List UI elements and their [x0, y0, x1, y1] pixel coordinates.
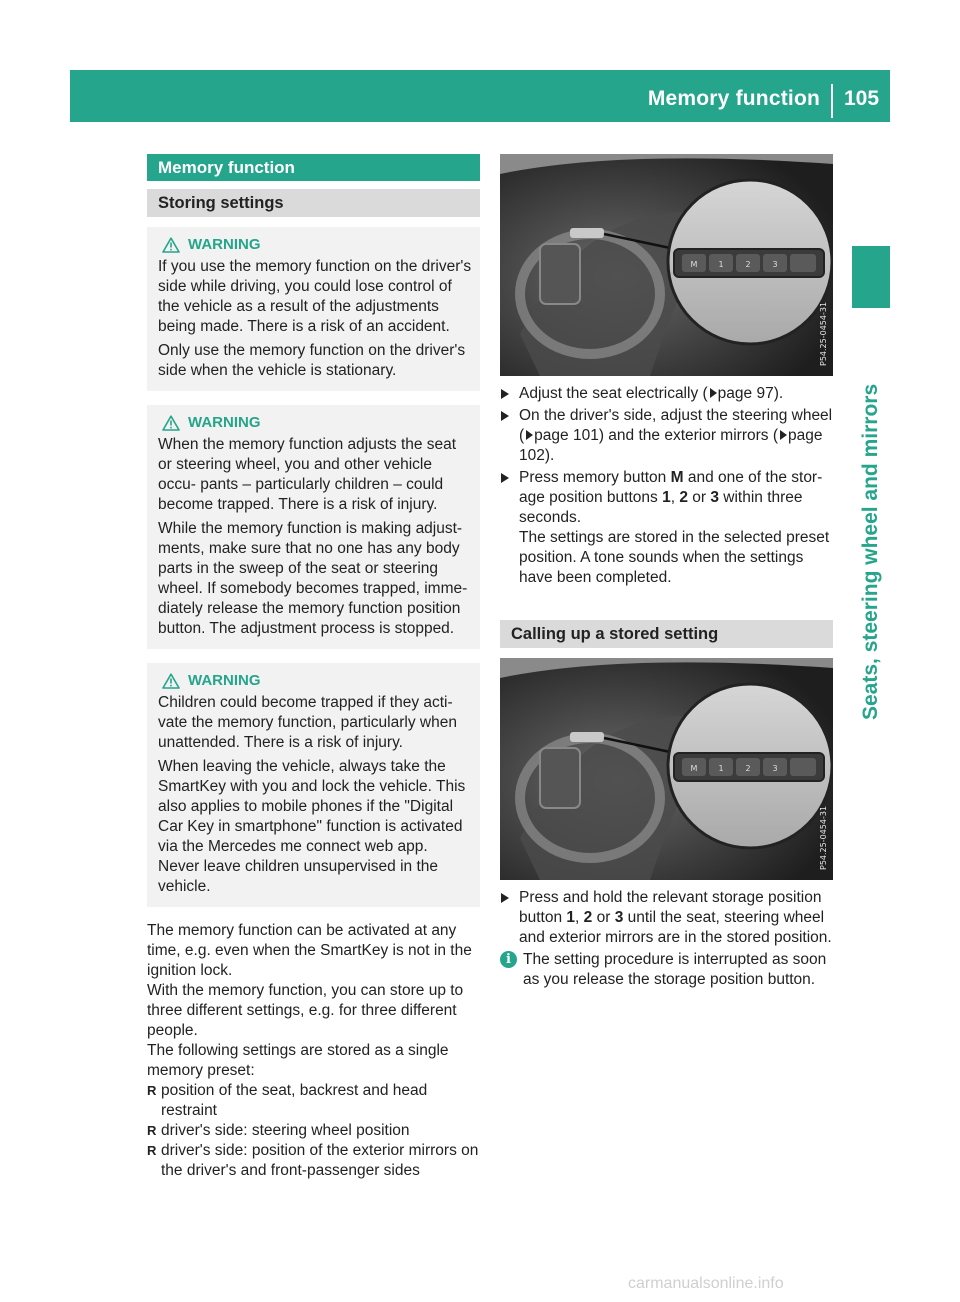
step-arrow-icon — [501, 411, 509, 421]
warning-text: If you use the memory function on the driver's side while driving, you could lose control of the vehicle as a result of the adjustments being made. There is a risk of an accident. — [158, 258, 472, 335]
step-note: The settings are stored in the selected preset position. A tone sounds when the settings have been completed. — [519, 529, 830, 586]
side-tab-title: Seats, steering wheel and mirrors — [859, 383, 882, 720]
step-item: Adjust the seat electrically ( page 97). — [500, 384, 833, 404]
subsection-title: Calling up a stored setting — [500, 620, 833, 648]
page-ref-icon — [526, 430, 533, 440]
settings-list — [147, 1081, 480, 1181]
button-label-1: 1 — [718, 260, 724, 269]
image-code: P54.25-0454-31 — [819, 805, 828, 870]
warning-heading — [158, 235, 473, 255]
storing-steps — [500, 384, 833, 588]
paragraph: With the memory function, you can store up to three different settings, e.g. for three different people. — [147, 982, 464, 1039]
warning-text: When leaving the vehicle, always take the SmartKey with you and lock the vehicle. This also applies to mobile phones if the "Digital Car Key in smartphone" function is activated via the Mercedes me connect web app. Never leave children unsupervised in the vehicle. — [158, 758, 466, 895]
right-column — [500, 154, 833, 990]
bullet-mark: R — [147, 1083, 157, 1098]
recall-steps — [500, 888, 833, 948]
body-text — [147, 921, 480, 1181]
button-label-2: 2 — [745, 260, 751, 269]
warning-box — [147, 405, 480, 649]
list-item: R position of the seat, backrest and head restraint — [147, 1082, 428, 1119]
step-item: Press memory button M and one of the stor- age position buttons 1, 2 or 3 within three seconds. The settings are stored in the selected preset position. A tone sounds when the settings have been completed. — [500, 468, 833, 588]
warning-text: When the memory function adjusts the seat or steering wheel, you and other vehicle occu- pants – particularly children – could become trapped. There is a risk of injury. — [158, 436, 457, 513]
step-arrow-icon — [501, 473, 509, 483]
bullet-mark: R — [147, 1143, 157, 1158]
section-title: Memory function — [147, 154, 480, 181]
list-item: R driver's side: steering wheel position — [147, 1122, 410, 1139]
button-label-m: M — [690, 260, 698, 269]
warning-box — [147, 227, 480, 391]
door-panel-photo — [500, 154, 833, 376]
warning-triangle-icon — [162, 237, 180, 253]
page-header — [70, 70, 890, 122]
watermark: carmanualsonline.info — [628, 1275, 784, 1292]
warning-heading — [158, 671, 473, 691]
button-label-m: M — [690, 764, 698, 773]
image-code: P54.25-0454-31 — [819, 301, 828, 366]
warning-triangle-icon — [162, 415, 180, 431]
info-icon: i — [500, 951, 517, 968]
door-panel-photo — [500, 658, 833, 880]
step-item: On the driver's side, adjust the steering wheel ( page 101) and the exterior mirrors ( page 102). — [500, 406, 833, 466]
warning-text: Children could become trapped if they acti- vate the memory function, particularly when unattended. There is a risk of injury. — [158, 694, 457, 751]
warning-triangle-icon — [162, 673, 180, 689]
page-ref-icon — [780, 430, 787, 440]
button-label-1: 1 — [718, 764, 724, 773]
page-ref-link[interactable]: page 101 — [534, 427, 599, 444]
step-arrow-icon — [501, 893, 509, 903]
step-item: Press and hold the relevant storage position button 1, 2 or 3 until the seat, steering wheel and exterior mirrors are in the stored position. — [500, 888, 833, 948]
info-text: The setting procedure is interrupted as soon as you release the storage position button. — [523, 951, 827, 988]
memory-buttons-illustration — [500, 658, 833, 880]
warning-label: WARNING — [188, 672, 261, 689]
header-title: Memory function — [647, 87, 820, 110]
warning-label: WARNING — [188, 236, 261, 253]
page-ref-link[interactable]: page 102 — [519, 427, 823, 464]
page-ref-link[interactable]: page 97 — [717, 385, 774, 402]
left-column — [147, 154, 480, 1181]
button-label-2: 2 — [745, 764, 751, 773]
warning-text: While the memory function is making adjust- ments, make sure that no one has any body parts in the sweep of the seat or steering wheel. If somebody becomes trapped, imme- diately release the memory function position button. The adjustment process is stopped. — [158, 520, 468, 637]
button-label-3: 3 — [772, 764, 778, 773]
button-label-3: 3 — [772, 260, 778, 269]
warning-box — [147, 663, 480, 907]
paragraph: The memory function can be activated at any time, e.g. even when the SmartKey is not in the ignition lock. — [147, 922, 472, 979]
subsection-title: Storing settings — [147, 189, 480, 217]
info-note — [500, 950, 833, 990]
step-arrow-icon — [501, 389, 509, 399]
side-tab-marker — [852, 246, 890, 308]
page-number: 105 — [843, 87, 880, 110]
warning-text: Only use the memory function on the driver's side when the vehicle is stationary. — [158, 342, 466, 379]
side-tab — [852, 320, 890, 720]
warning-label: WARNING — [188, 414, 261, 431]
memory-buttons-illustration — [500, 154, 833, 376]
page-ref-icon — [710, 388, 717, 398]
bullet-mark: R — [147, 1123, 157, 1138]
warning-heading — [158, 413, 473, 433]
paragraph: The following settings are stored as a single memory preset: — [147, 1042, 449, 1079]
list-item: R driver's side: position of the exterior mirrors on the driver's and front-passenger sides — [147, 1142, 479, 1179]
